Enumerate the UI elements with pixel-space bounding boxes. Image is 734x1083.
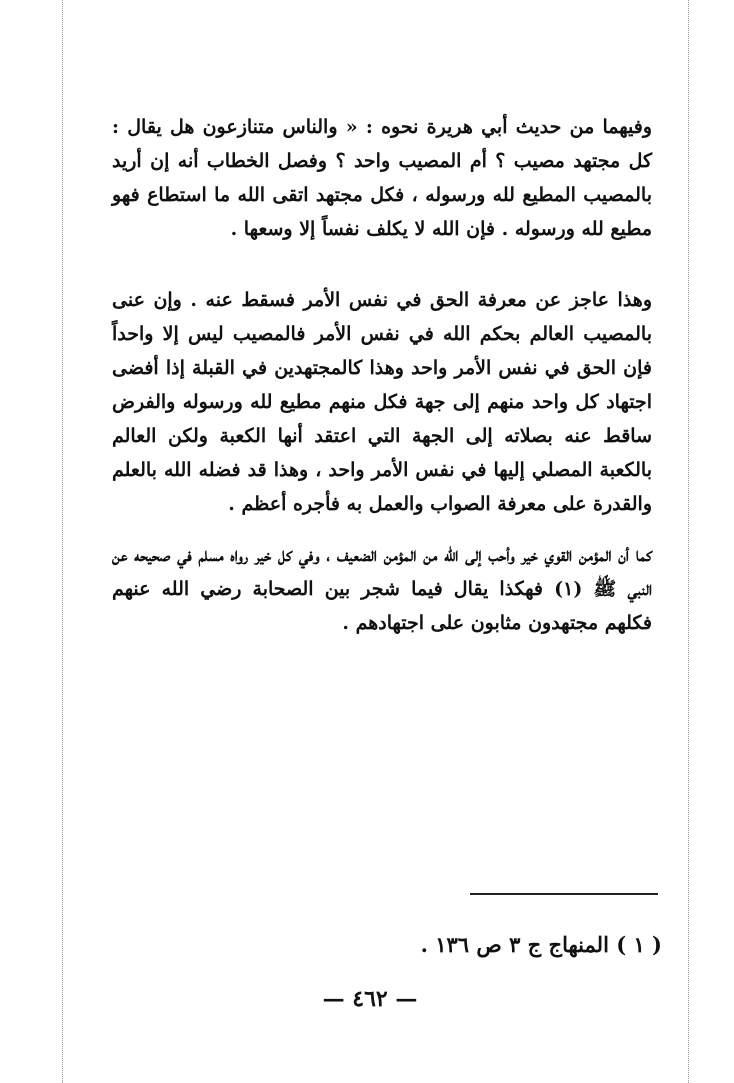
paragraph-2: وهذا عاجز عن معرفة الحق في نفس الأمر فسقط عنه . وإن عنى بالمصيب العالم بحكم الله في نفس الأمر فالمصيب ليس إلا واحداً فإن الحق في نفس الأمر واحد وهذا كالمجتهدين في القبلة إذا أفضى اجتهاد كل واحد منهم إلى جهة فكل منهم مطيع لله ورسوله والفرض ساقط عنه بصلاته إلى الجهة التي اعتقد أنها الكعبة ولكن العالم بالكعبة المصلي إليها في نفس الأمر واحد ، وهذا قد فضله الله بالعلم والقدرة على معرفة الصواب والعمل به فأجره أعظم . [112, 289, 652, 515]
footnote: ( ١ ) المنهاج ج ٣ ص ١٣٦ . [420, 932, 662, 957]
scan-edge-left [62, 0, 63, 1083]
scan-edge-right [688, 0, 689, 1083]
page-number: — ٤٦٢ — [322, 986, 418, 1012]
footnote-separator [470, 893, 658, 895]
paragraph-3: كما أن المؤمن القوي خير وأحب إلى الله من المؤمن الضعيف ، وفي كل خير رواه مسلم في صحيحه عن النبي ﷺ (١) فهكذا يقال فيما شجر بين الصحابة رضي الله عنهم فكلهم مجتهدون مثابون على اجتهادهم . [112, 544, 652, 634]
paragraph-1: وفيهما من حديث أبي هريرة نحوه : « والناس متنازعون هل يقال : كل مجتهد مصيب ؟ أم المصيب واحد ؟ وفصل الخطاب أنه إن أريد بالمصيب المطيع لله ورسوله ، فكل مجتهد اتقى الله ما استطاع فهو مطيع لله ورسوله . فإن الله لا يكلف نفساً إلا وسعها . [112, 116, 652, 240]
